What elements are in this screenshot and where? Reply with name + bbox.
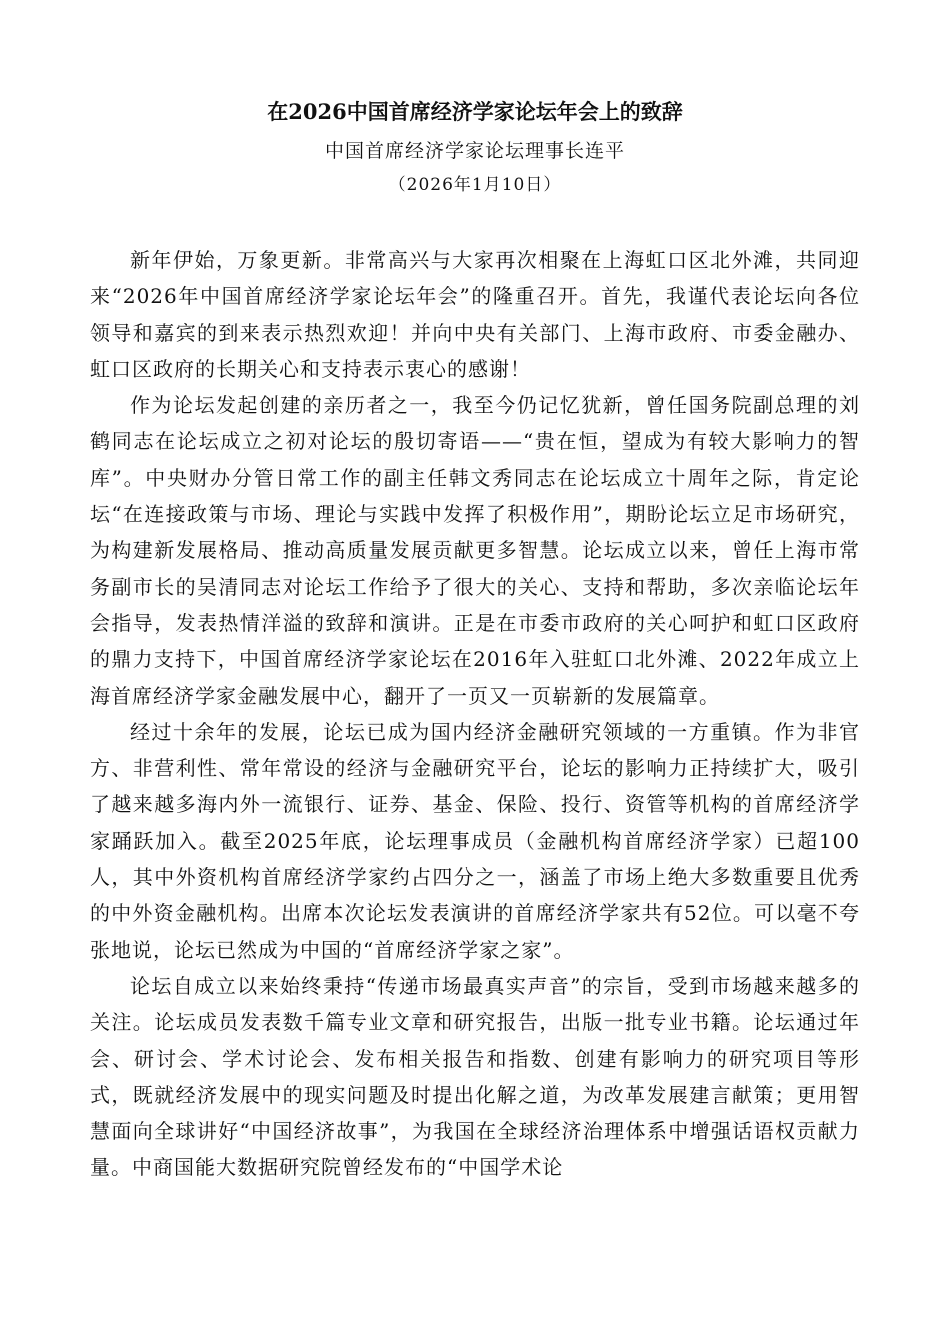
document-author: 中国首席经济学家论坛理事长连平 — [324, 140, 625, 162]
document-date: （2026年1月10日） — [388, 175, 562, 195]
paragraph-1: 新年伊始，万象更新。非常高兴与大家再次相聚在上海虹口区北外滩，共同迎来“2026年中国首席经济学家论坛年会”的隆重召开。首先，我谨代表论坛向各位领导和嘉宾的到来表示热烈欢迎！并向中央有关部门、上海市政府、市委金融办、虹口区政府的长期关心和支持表示衷心的感谢！ — [90, 248, 860, 381]
paragraph-2: 作为论坛发起创建的亲历者之一，我至今仍记忆犹新，曾任国务院副总理的刘鹤同志在论坛成立之初对论坛的殷切寄语——“贵在恒，望成为有较大影响力的智库”。中央财办分管日常工作的副主任韩文秀同志在论坛成立十周年之际，肯定论坛“在连接政策与市场、理论与实践中发挥了积极作用”，期盼论坛立足市场研究，为构建新发展格局、推动高质量发展贡献更多智慧。论坛成立以来，曾任上海市常务副市长的吴清同志对论坛工作给予了很大的关心、支持和帮助，多次亲临论坛年会指导，发表热情洋溢的致辞和演讲。正是在市委市政府的关心呵护和虹口区政府的鼎力支持下，中国首席经济学家论坛在2016年入驻虹口北外滩、2022年成立上海首席经济学家金融发展中心，翻开了一页又一页崭新的发展篇章。 — [90, 393, 860, 708]
paragraph-4: 论坛自成立以来始终秉持“传递市场最真实声音”的宗旨，受到市场越来越多的关注。论坛成员发表数千篇专业文章和研究报告，出版一批专业书籍。论坛通过年会、研讨会、学术讨论会、发布相关报告和指数、创建有影响力的研究项目等形式，既就经济发展中的现实问题及时提出化解之道，为改革发展建言献策；更用智慧面向全球讲好“中国经济故事”，为我国在全球经济治理体系中增强话语权贡献力量。中商国能大数据研究院曾经发布的“中国学术论 — [90, 973, 860, 1180]
paragraph-3: 经过十余年的发展，论坛已成为国内经济金融研究领域的一方重镇。作为非官方、非营利性、常年常设的经济与金融研究平台，论坛的影响力正持续扩大，吸引了越来越多海内外一流银行、证券、基金、保险、投行、资管等机构的首席经济学家踊跃加入。截至2025年底，论坛理事成员（金融机构首席经济学家）已超100人，其中外资机构首席经济学家约占四分之一，涵盖了市场上绝大多数重要且优秀的中外资金融机构。出席本次论坛发表演讲的首席经济学家共有52位。可以毫不夸张地说，论坛已然成为中国的“首席经济学家之家”。 — [90, 719, 860, 962]
document-title: 在2026中国首席经济学家论坛年会上的致辞 — [267, 99, 683, 124]
document-body — [90, 242, 860, 1186]
